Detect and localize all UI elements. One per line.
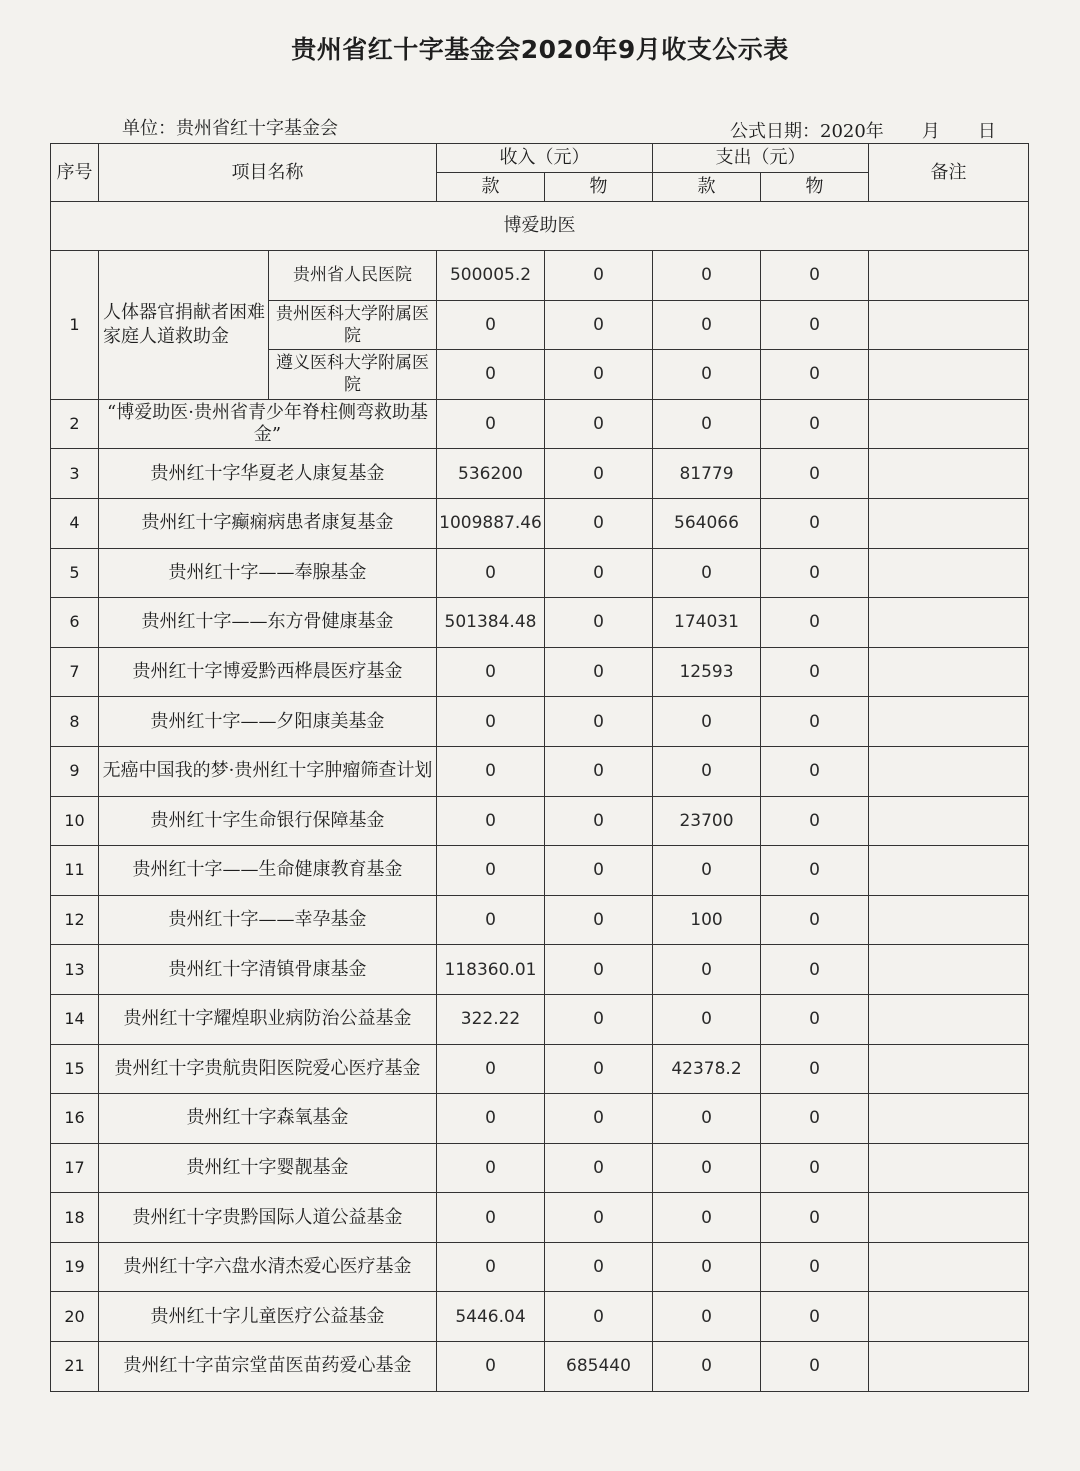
row-seq: 4 [51, 498, 99, 548]
expense-cash: 0 [653, 548, 761, 598]
income-goods: 0 [545, 1143, 653, 1193]
income-goods: 0 [545, 796, 653, 846]
row-name: 贵州红十字生命银行保障基金 [99, 796, 437, 846]
table-row [51, 1044, 1029, 1094]
row-seq: 3 [51, 449, 99, 499]
row-name: 贵州红十字——生命健康教育基金 [99, 846, 437, 896]
page-title: 贵州省红十字基金会2020年9月收支公示表 [291, 35, 789, 64]
row-seq: 20 [51, 1292, 99, 1342]
expense-cash: 0 [653, 399, 761, 449]
header-income: 收入（元） [437, 144, 653, 173]
income-goods: 0 [545, 647, 653, 697]
table-row [51, 994, 1029, 1044]
expense-goods: 0 [761, 1143, 869, 1193]
income-goods: 0 [545, 1242, 653, 1292]
remark [869, 598, 1029, 648]
expense-cash: 0 [653, 697, 761, 747]
sub-name: 贵州医科大学附属医院 [269, 300, 437, 350]
expense-goods: 0 [761, 1242, 869, 1292]
expense-cash: 0 [653, 1094, 761, 1144]
row-name: 贵州红十字华夏老人康复基金 [99, 449, 437, 499]
row-name: 贵州红十字清镇骨康基金 [99, 945, 437, 995]
expense-goods: 0 [761, 796, 869, 846]
income-goods: 0 [545, 945, 653, 995]
row-seq: 6 [51, 598, 99, 648]
expense-cash: 0 [653, 1292, 761, 1342]
remark [869, 251, 1029, 301]
income-goods: 0 [545, 548, 653, 598]
remark [869, 548, 1029, 598]
expense-goods: 0 [761, 647, 869, 697]
remark [869, 350, 1029, 400]
income-cash: 0 [437, 1143, 545, 1193]
header-name: 项目名称 [99, 144, 437, 202]
expense-goods: 0 [761, 498, 869, 548]
remark [869, 498, 1029, 548]
expense-cash: 564066 [653, 498, 761, 548]
income-cash: 0 [437, 350, 545, 400]
remark [869, 697, 1029, 747]
row-name: 贵州红十字森氧基金 [99, 1094, 437, 1144]
header-seq: 序号 [51, 144, 99, 202]
expense-cash: 0 [653, 1193, 761, 1243]
income-cash: 0 [437, 796, 545, 846]
income-cash: 500005.2 [437, 251, 545, 301]
expense-cash: 0 [653, 945, 761, 995]
row-name: 人体器官捐献者困难家庭人道救助金 [99, 251, 269, 400]
expense-goods: 0 [761, 1193, 869, 1243]
table-row [51, 746, 1029, 796]
income-cash: 0 [437, 1193, 545, 1243]
table-row [51, 498, 1029, 548]
header-expense-goods: 物 [761, 173, 869, 202]
expense-cash: 0 [653, 994, 761, 1044]
header-expense-cash: 款 [653, 173, 761, 202]
table-row [51, 1143, 1029, 1193]
expense-cash: 0 [653, 746, 761, 796]
table-row [51, 251, 1029, 301]
date-label: 公式日期：2020年 [730, 121, 884, 142]
table-row [51, 945, 1029, 995]
income-cash: 501384.48 [437, 598, 545, 648]
row-name: 贵州红十字耀煌职业病防治公益基金 [99, 994, 437, 1044]
table-row [51, 399, 1029, 449]
income-goods: 0 [545, 251, 653, 301]
income-cash: 0 [437, 548, 545, 598]
row-seq: 2 [51, 399, 99, 449]
income-cash: 118360.01 [437, 945, 545, 995]
row-seq: 16 [51, 1094, 99, 1144]
row-name: 贵州红十字癫痫病患者康复基金 [99, 498, 437, 548]
table-row [51, 1292, 1029, 1342]
income-goods: 0 [545, 1193, 653, 1243]
remark [869, 1193, 1029, 1243]
income-cash: 0 [437, 1094, 545, 1144]
expense-goods: 0 [761, 895, 869, 945]
income-cash: 0 [437, 647, 545, 697]
remark [869, 1292, 1029, 1342]
row-seq: 15 [51, 1044, 99, 1094]
row-seq: 18 [51, 1193, 99, 1243]
remark [869, 1242, 1029, 1292]
expense-goods: 0 [761, 1342, 869, 1392]
remark [869, 1044, 1029, 1094]
row-name: 贵州红十字婴靓基金 [99, 1143, 437, 1193]
income-cash: 0 [437, 895, 545, 945]
row-name: 贵州红十字——幸孕基金 [99, 895, 437, 945]
expense-cash: 0 [653, 1143, 761, 1193]
income-goods: 0 [545, 1044, 653, 1094]
income-goods: 0 [545, 350, 653, 400]
row-name: 贵州红十字——奉腺基金 [99, 548, 437, 598]
row-name: 贵州红十字——东方骨健康基金 [99, 598, 437, 648]
expense-goods: 0 [761, 697, 869, 747]
remark [869, 449, 1029, 499]
expense-goods: 0 [761, 399, 869, 449]
expense-cash: 0 [653, 1342, 761, 1392]
expense-cash: 0 [653, 251, 761, 301]
row-seq: 8 [51, 697, 99, 747]
expense-cash: 0 [653, 300, 761, 350]
row-seq: 17 [51, 1143, 99, 1193]
income-cash: 5446.04 [437, 1292, 545, 1342]
remark [869, 945, 1029, 995]
table-row [51, 895, 1029, 945]
expense-goods: 0 [761, 1044, 869, 1094]
row-seq: 11 [51, 846, 99, 896]
income-cash: 0 [437, 697, 545, 747]
expense-cash: 174031 [653, 598, 761, 648]
table-row [51, 1242, 1029, 1292]
expense-cash: 12593 [653, 647, 761, 697]
income-goods: 0 [545, 498, 653, 548]
row-name: 贵州红十字苗宗堂苗医苗药爱心基金 [99, 1342, 437, 1392]
row-seq: 21 [51, 1342, 99, 1392]
expense-goods: 0 [761, 300, 869, 350]
income-cash: 0 [437, 846, 545, 896]
row-name: 无癌中国我的梦·贵州红十字肿瘤筛查计划 [99, 746, 437, 796]
expense-cash: 81779 [653, 449, 761, 499]
row-name: 贵州红十字贵黔国际人道公益基金 [99, 1193, 437, 1243]
row-seq: 12 [51, 895, 99, 945]
income-goods: 0 [545, 895, 653, 945]
income-goods: 0 [545, 1094, 653, 1144]
income-cash: 0 [437, 1342, 545, 1392]
unit-label: 单位：贵州省红十字基金会 [122, 118, 338, 139]
income-goods: 0 [545, 300, 653, 350]
section-row [51, 202, 1029, 251]
row-name: 贵州红十字儿童医疗公益基金 [99, 1292, 437, 1342]
row-seq: 5 [51, 548, 99, 598]
remark [869, 399, 1029, 449]
remark [869, 796, 1029, 846]
table-row [51, 1094, 1029, 1144]
expense-goods: 0 [761, 548, 869, 598]
income-cash: 0 [437, 399, 545, 449]
header-remark: 备注 [869, 144, 1029, 202]
expense-cash: 23700 [653, 796, 761, 846]
remark [869, 647, 1029, 697]
sub-name: 贵州省人民医院 [269, 251, 437, 301]
row-seq: 13 [51, 945, 99, 995]
income-cash: 322.22 [437, 994, 545, 1044]
header-income-goods: 物 [545, 173, 653, 202]
table-row [51, 1342, 1029, 1392]
income-cash: 0 [437, 1242, 545, 1292]
income-goods: 0 [545, 1292, 653, 1342]
header-row-1 [51, 144, 1029, 173]
table-row [51, 598, 1029, 648]
income-cash: 1009887.46 [437, 498, 545, 548]
section-title: 博爱助医 [51, 202, 1029, 251]
date-day: 日 [977, 121, 996, 142]
income-goods: 685440 [545, 1342, 653, 1392]
income-cash: 536200 [437, 449, 545, 499]
publish-date [722, 117, 996, 143]
expense-goods: 0 [761, 1094, 869, 1144]
expense-goods: 0 [761, 945, 869, 995]
table-row [51, 647, 1029, 697]
table-row [51, 449, 1029, 499]
row-name: 贵州红十字贵航贵阳医院爱心医疗基金 [99, 1044, 437, 1094]
row-name: 贵州红十字博爱黔西桦晨医疗基金 [99, 647, 437, 697]
row-seq: 19 [51, 1242, 99, 1292]
income-goods: 0 [545, 449, 653, 499]
remark [869, 1143, 1029, 1193]
sub-name: 遵义医科大学附属医院 [269, 350, 437, 400]
rows-body [51, 399, 1029, 1391]
table-row [51, 1193, 1029, 1243]
expense-cash: 0 [653, 846, 761, 896]
remark [869, 746, 1029, 796]
row-name: 贵州红十字——夕阳康美基金 [99, 697, 437, 747]
date-month: 月 [921, 121, 940, 142]
row-seq: 14 [51, 994, 99, 1044]
expense-cash: 100 [653, 895, 761, 945]
expense-cash: 0 [653, 1242, 761, 1292]
expense-cash: 0 [653, 350, 761, 400]
header-income-cash: 款 [437, 173, 545, 202]
remark [869, 994, 1029, 1044]
income-goods: 0 [545, 399, 653, 449]
row-seq: 10 [51, 796, 99, 846]
remark [869, 1342, 1029, 1392]
income-goods: 0 [545, 746, 653, 796]
row-name: “博爱助医·贵州省青少年脊柱侧弯救助基金” [99, 399, 437, 449]
row-seq: 7 [51, 647, 99, 697]
row-name: 贵州红十字六盘水清杰爱心医疗基金 [99, 1242, 437, 1292]
row-seq: 9 [51, 746, 99, 796]
table-row [51, 796, 1029, 846]
income-cash: 0 [437, 746, 545, 796]
remark [869, 846, 1029, 896]
income-cash: 0 [437, 1044, 545, 1094]
table-row [51, 697, 1029, 747]
expense-goods: 0 [761, 746, 869, 796]
expense-goods: 0 [761, 1292, 869, 1342]
expense-cash: 42378.2 [653, 1044, 761, 1094]
finance-table [50, 143, 1029, 1392]
income-goods: 0 [545, 994, 653, 1044]
income-goods: 0 [545, 697, 653, 747]
expense-goods: 0 [761, 994, 869, 1044]
table-row [51, 846, 1029, 896]
expense-goods: 0 [761, 350, 869, 400]
expense-goods: 0 [761, 251, 869, 301]
remark [869, 1094, 1029, 1144]
remark [869, 895, 1029, 945]
income-goods: 0 [545, 598, 653, 648]
header-expense: 支出（元） [653, 144, 869, 173]
remark [869, 300, 1029, 350]
expense-goods: 0 [761, 449, 869, 499]
expense-goods: 0 [761, 846, 869, 896]
row-seq: 1 [51, 251, 99, 400]
income-cash: 0 [437, 300, 545, 350]
income-goods: 0 [545, 846, 653, 896]
table-row [51, 548, 1029, 598]
expense-goods: 0 [761, 598, 869, 648]
